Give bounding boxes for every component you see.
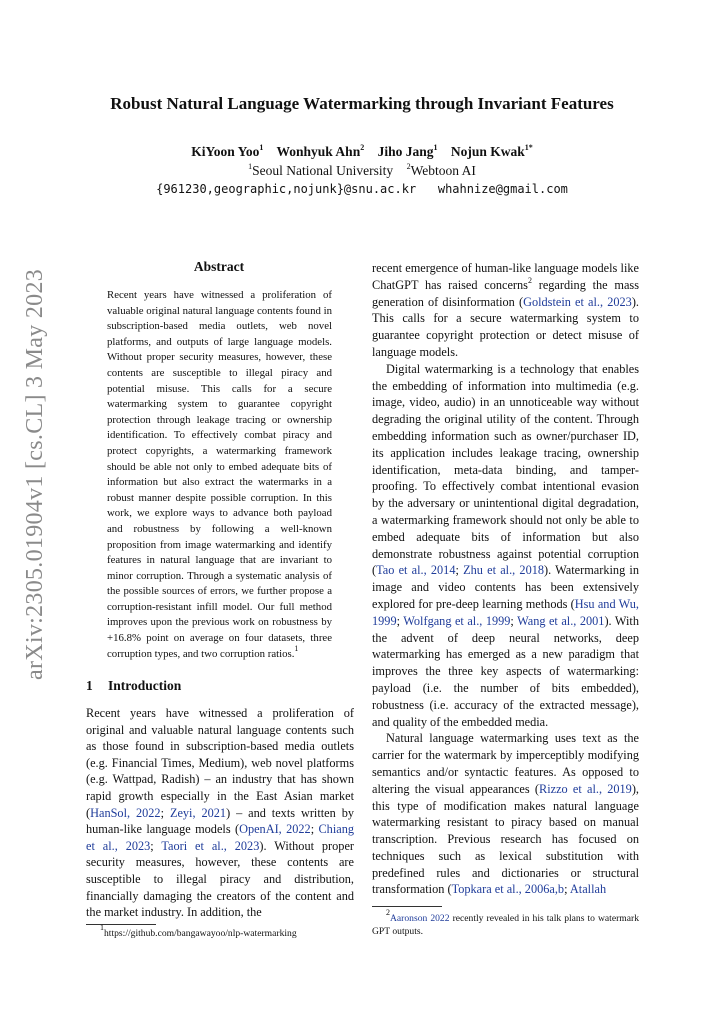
citation-link[interactable]: Aaronson 2022 xyxy=(390,913,450,924)
footnote-mark: 1 xyxy=(100,923,104,932)
author-affil-mark: 1 xyxy=(259,143,264,152)
section-number: 1 xyxy=(86,678,93,693)
body-text: regarding the mass generation of disinformation ( xyxy=(372,277,639,309)
author-list xyxy=(0,144,724,160)
body-text: recent emergence of human-like language models like ChatGPT has raised concerns xyxy=(372,261,639,292)
right-paragraph-2 xyxy=(372,361,639,731)
citation-link[interactable]: Rizzo et al., 2019 xyxy=(539,781,632,796)
citation-link[interactable]: Topkara et al., 2006a,b xyxy=(451,882,565,897)
section-title: Introduction xyxy=(108,678,182,693)
body-text: ), this type of modification makes natural language watermarking resistant to piracy based on manual transcription. Previous research has focused on techniques such as lexical substitution with predefined rules and dictionaries or structural transformation ( xyxy=(372,781,639,897)
citation-separator: ; xyxy=(510,613,518,628)
author-emails: {961230,geographic,nojunk}@snu.ac.kr whahnize@gmail.com xyxy=(156,182,568,196)
intro-paragraph xyxy=(86,705,354,921)
body-text: Digital watermarking is a technology that enables the embedding of information into multimedia (e.g. image, video, audio) in an unnoticeable way without degrading the original utility of the content. Through embedding information such as owner/purchaser ID, its application includes leakage tracing, ownership identification, meta-data binding, and tamper-proofing. To effectively combat intentional evasion by the adversary or unintentional digital degradation, a watermarking framework should not only be able to embed adequate bits of information but also demonstrate robustness against potential corruption ( xyxy=(372,361,639,578)
citation-link[interactable]: Hsu and Wu, 1999 xyxy=(372,596,639,628)
citation-link[interactable]: HanSol, 2022 xyxy=(90,805,161,820)
author-name: KiYoon Yoo xyxy=(191,144,260,159)
footnote-mark: 2 xyxy=(386,908,390,917)
body-text: ). Watermarking in image and video contents has been extensively explored for pre-deep learning methods ( xyxy=(372,563,639,611)
right-paragraph-1 xyxy=(372,260,639,361)
affil-mark: 1 xyxy=(248,162,253,171)
affiliations xyxy=(0,163,724,179)
citation-link[interactable]: Chiang et al., 2023 xyxy=(86,822,355,853)
intro-text: ). Without proper security measures, however, these contents are susceptible to illegal piracy and distribution, financially damaging the creators of the content and the market industry. In addition, the xyxy=(86,838,355,920)
footnote-mark: 1 xyxy=(294,643,299,653)
author-name: Wonhyuk Ahn xyxy=(276,144,361,159)
citation-separator: ; xyxy=(396,613,404,628)
citation-link[interactable]: Goldstein et al., 2023 xyxy=(523,294,632,309)
body-text: Natural language watermarking uses text as the carrier for the watermark by imperceptibly modifying semantics and/or syntactic features. As opposed to altering the visual appearances ( xyxy=(372,731,639,796)
affil-name: Webtoon AI xyxy=(410,163,476,178)
citation-link[interactable]: Zhu et al., 2018 xyxy=(463,563,545,578)
author-name: Jiho Jang xyxy=(377,144,434,159)
footnote-2 xyxy=(372,908,639,938)
intro-text: Recent years have witnessed a proliferation of original and valuable natural language contents such as those found in subscription-based media outlets (e.g. Financial Times, Medium), web novel platforms (e.g. Wattpad, Radish) – an industry that has shown rapid growth especially in the East Asian market ( xyxy=(86,706,354,820)
footnote-1 xyxy=(100,923,297,939)
author-affil-mark: 1 xyxy=(433,143,438,152)
author-affil-mark: 1* xyxy=(524,143,533,152)
footnote-mark: 2 xyxy=(527,275,532,285)
right-paragraph-3 xyxy=(372,730,639,898)
section-heading-introduction xyxy=(86,678,181,694)
author-name: Nojun Kwak xyxy=(450,144,525,159)
citation-separator: ; xyxy=(455,563,464,578)
abstract-body: Recent years have witnessed a proliferation of valuable original natural language contents found in subscription-based media outlets, web novel platforms, and outputs of large language models. Without proper security measures, however, these contents are susceptible to illegal piracy and potential misuse. This calls for a secure watermarking system to guarantee copyright protection through leakage tracing or ownership identification. To effectively combat piracy and protect copyrights, a watermarking framework should be able not only to embed adequate bits of information but also extract the watermarks in a robust manner despite possible corruption. In this work, we explore ways to advance both payload and robustness by following a well-known proposition from image watermarking and identify features in natural language that are invariant to minor corruption. Through a systematic analysis of the possible sources of errors, we further propose a corruption-resistant infill model. Our full method improves upon the previous work on robustness by +16.8% point on average on four datasets, three corruption types, and two corruption ratios. xyxy=(107,289,332,660)
author-affil-mark: 2 xyxy=(360,143,365,152)
citation-separator: ; xyxy=(564,882,570,897)
citation-separator: ; xyxy=(160,805,170,820)
footnote-url[interactable]: https://github.com/bangawayoo/nlp-watermarking xyxy=(104,928,297,939)
footnote-text: recently revealed in his talk plans to watermark GPT outputs. xyxy=(372,913,639,937)
arxiv-identifier-stamp: arXiv:2305.01904v1 [cs.CL] 3 May 2023 xyxy=(22,268,48,680)
intro-text: ) – and texts written by human-like language models ( xyxy=(86,805,354,837)
body-text: ). With the advent of deep neural networks, deep watermarking has emerged as a new paradigm that improves the three key aspects of watermarking: payload (i.e. the number of bits embedded), robustness (i.e. accuracy of the extracted message), and quality of the embedded media. xyxy=(372,613,639,729)
footnote-rule xyxy=(86,924,156,925)
citation-link[interactable]: Wolfgang et al., 1999 xyxy=(403,613,511,628)
abstract-heading: Abstract xyxy=(193,259,245,274)
citation-link[interactable]: Zeyi, 2021 xyxy=(169,805,227,820)
citation-separator: ; xyxy=(150,838,162,853)
citation-link[interactable]: Taori et al., 2023 xyxy=(161,838,260,853)
affil-name: Seoul National University xyxy=(252,163,394,178)
citation-link[interactable]: OpenAI, 2022 xyxy=(239,822,311,837)
abstract-text xyxy=(107,288,332,662)
footnote-rule xyxy=(372,906,442,907)
citation-separator: ; xyxy=(310,822,319,837)
citation-link[interactable]: Tao et al., 2014 xyxy=(376,563,456,578)
right-column xyxy=(372,260,639,898)
affil-mark: 2 xyxy=(406,162,411,171)
paper-title: Robust Natural Language Watermarking through Invariant Features xyxy=(110,94,614,113)
citation-link[interactable]: Atallah xyxy=(569,882,607,897)
citation-link[interactable]: Wang et al., 2001 xyxy=(517,613,605,628)
body-text: ). This calls for a secure watermarking system to guarantee copyright protection or detect misuse of language models. xyxy=(372,294,639,359)
